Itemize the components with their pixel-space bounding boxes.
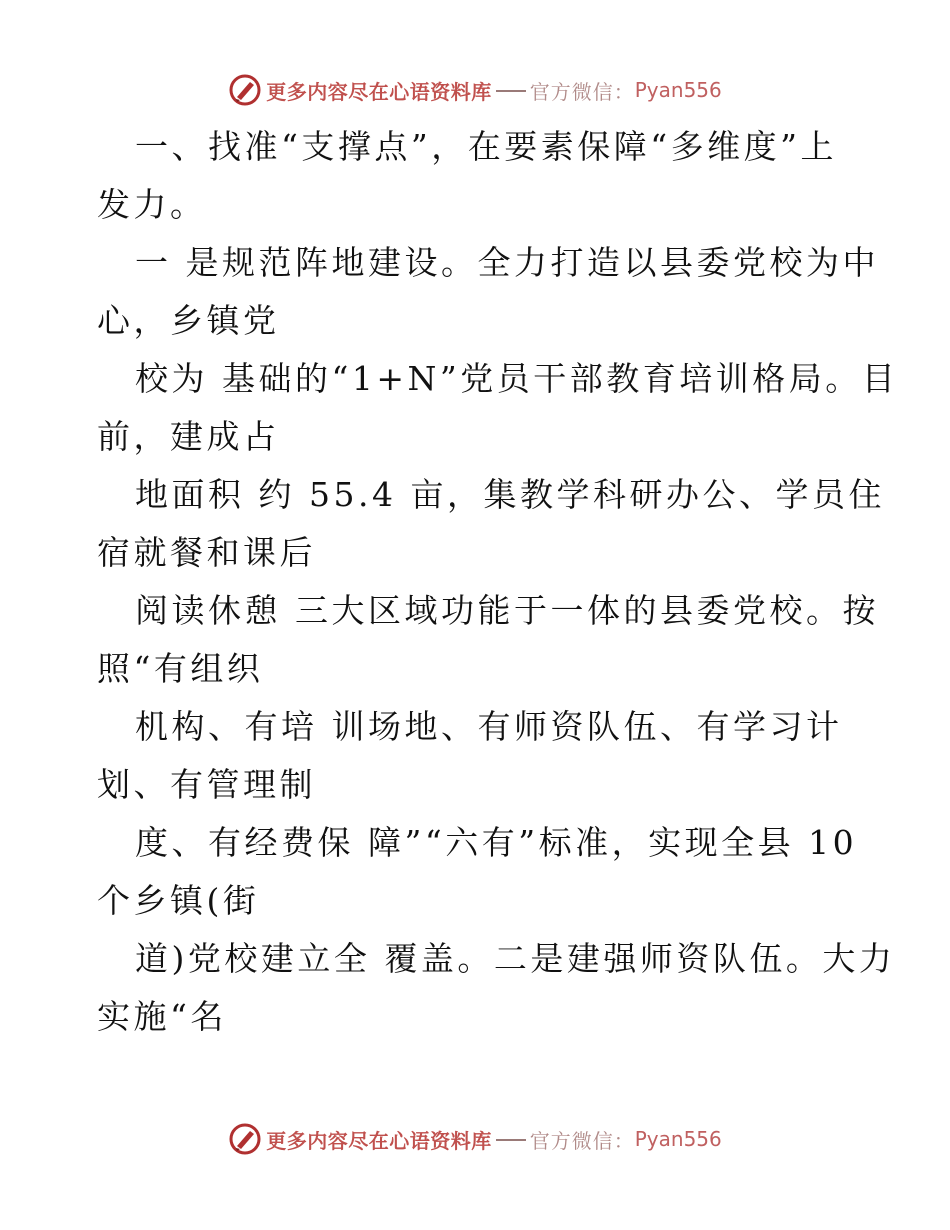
text-line: 机构、有培 训场地、有师资队伍、有学习计: [135, 707, 843, 746]
text-line: 实施“名: [97, 997, 227, 1036]
text-line: 前，建成占: [97, 417, 280, 456]
text-line: 一 是规范阵地建设。全力打造以县委党校为中: [135, 243, 879, 282]
text-line: 校为 基础的“1+N”党员干部教育培训格局。目: [135, 359, 899, 398]
red-pen-seal-icon: [228, 1122, 262, 1156]
text-line: 照“有组织: [97, 649, 264, 688]
watermark-brand: 更多内容尽在心语资料库: [266, 1128, 492, 1153]
text-line: 地面积 约 55.4 亩，集教学科研办公、学员住: [135, 475, 885, 514]
text-line: 道)党校建立全 覆盖。二是建强师资队伍。大力: [135, 939, 896, 978]
watermark-wechat-id: Pyan556: [634, 78, 722, 102]
text-line: 一、找准“支撑点”，在要素保障“多维度”上: [135, 127, 837, 166]
text-line: 宿就餐和课后: [97, 533, 316, 572]
watermark-wechat-id: Pyan556: [634, 1127, 722, 1151]
watermark-dash: [496, 1139, 526, 1141]
footer-watermark: [0, 1119, 950, 1159]
text-line: 划、有管理制: [97, 765, 316, 804]
watermark-brand: 更多内容尽在心语资料库: [266, 79, 492, 104]
text-line: 阅读休憩 三大区域功能于一体的县委党校。按: [135, 591, 879, 630]
watermark-dash: [496, 90, 526, 92]
text-line: 个乡镇(街: [97, 881, 260, 920]
red-pen-seal-icon: [228, 73, 262, 107]
text-line: 度、有经费保 障”“六有”标准，实现全县 10: [135, 823, 858, 862]
document-body: [97, 118, 899, 1046]
watermark-contact-label: 官方微信：: [529, 79, 635, 104]
text-line: 心，乡镇党: [97, 301, 280, 340]
text-line: 发力。: [97, 185, 207, 224]
watermark-contact-label: 官方微信：: [529, 1128, 635, 1153]
header-watermark: [0, 70, 950, 110]
